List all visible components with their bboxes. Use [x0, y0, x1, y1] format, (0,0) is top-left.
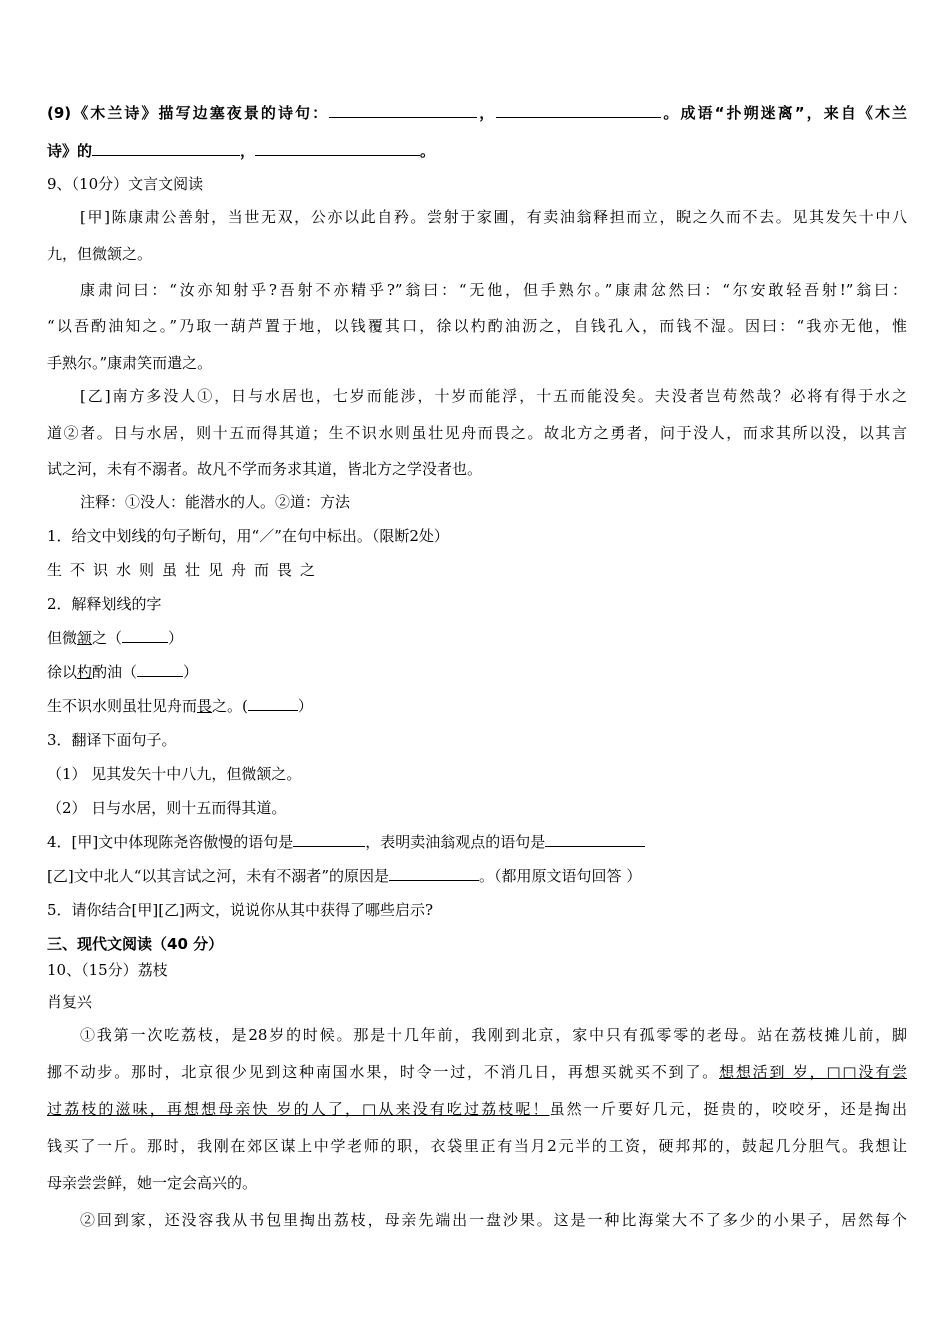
article-author: 肖复兴 — [47, 993, 93, 1011]
q10-heading: 10、（15分）荔枝 — [47, 961, 168, 979]
text: ） — [183, 663, 199, 681]
notes: 注释：①没人：能潜水的人。②道：方法 — [80, 493, 351, 511]
answer-blank[interactable] — [92, 141, 240, 156]
article-paragraph-1-line-3 — [47, 1099, 907, 1119]
separator: ， — [477, 104, 497, 122]
jia-paragraph-2-line-3: 手熟尔。”康肃笑而遣之。 — [47, 354, 213, 372]
text: 之（ — [92, 629, 123, 647]
answer-blank[interactable] — [293, 832, 365, 847]
article-paragraph-1-line-2 — [47, 1062, 907, 1082]
answer-blank[interactable] — [545, 832, 645, 847]
underlined-sentence: 想想活到 岁，□□没有尝 — [719, 1063, 907, 1081]
underlined-word: 颔 — [77, 629, 93, 647]
sub-question-2: 2．解释划线的字 — [47, 595, 162, 613]
article-paragraph-1-line-1: ①我第一次吃荔枝，是28岁的时候。那是十几年前，我刚到北京，家中只有孤零零的老母。站在荔枝摊儿前，脚 — [80, 1026, 907, 1044]
text: ，表明卖油翁观点的语句是 — [365, 833, 546, 851]
answer-blank[interactable] — [389, 866, 479, 881]
answer-blank[interactable] — [255, 141, 420, 156]
jia-paragraph-1-line-2: 九，但微颔之。 — [47, 245, 153, 263]
article-paragraph-2-line-1: ②回到家，还没容我从书包里掏出荔枝，母亲先端出一盘沙果。这是一种比海棠大不了多少的小果子，居然每个 — [80, 1211, 907, 1229]
answer-blank[interactable] — [248, 696, 298, 711]
text: ） — [168, 629, 184, 647]
sub-question-3-item-2: （2） 日与水居，则十五而得其道。 — [47, 799, 287, 817]
underlined-sentence: 过荔枝的滋味，再想想母亲快 岁的人了，□从来没有吃过荔枝呢！ — [47, 1100, 550, 1118]
text: 酌油（ — [92, 663, 138, 681]
sub-question-4-line-1 — [47, 832, 645, 852]
text: 之。( — [212, 697, 248, 715]
section-3-heading: 三、现代文阅读（40 分） — [47, 935, 224, 953]
sub-question-3-item-1: （1） 见其发矢十中八九，但微颔之。 — [47, 765, 302, 783]
text: 4．[甲]文中体现陈尧咨傲慢的语句是 — [47, 833, 294, 851]
underlined-word: 畏 — [197, 697, 213, 715]
text: [乙]文中北人“以其言试之河，未有不溺者”的原因是 — [47, 867, 390, 885]
sub-question-5: 5．请你结合[甲][乙]两文，说说你从其中获得了哪些启示? — [47, 901, 433, 919]
q9-fill-text-c: 诗》的 — [47, 142, 93, 160]
sub-question-3: 3．翻译下面句子。 — [47, 731, 177, 749]
text: 徐以 — [47, 663, 78, 681]
sub-question-1-sentence: 生不识水则虽壮见舟而畏之 — [47, 561, 324, 579]
q9-fill-line-1 — [47, 103, 907, 123]
jia-paragraph-2-line-2: “以吾酌油知之。”乃取一葫芦置于地，以钱覆其口，徐以杓酌油沥之，自钱孔入，而钱不湿。因曰：“我亦无他，惟 — [47, 317, 907, 335]
q9-fill-line-2 — [47, 141, 435, 161]
sub-question-4-line-2 — [47, 866, 641, 886]
article-paragraph-1-line-4: 钱买了一斤。那时，我刚在郊区谋上中学老师的职，衣袋里正有当月2元半的工资，硬邦邦的，鼓起几分胆气。我想让 — [47, 1137, 907, 1155]
sub-question-1: 1．给文中划线的句子断句，用“／”在句中标出。（限断2处） — [47, 527, 449, 545]
sub-question-2-item-a — [47, 628, 183, 648]
text: 但微 — [47, 629, 78, 647]
text: 挪不动步。那时，北京很少见到这种南国水果，时令一过，不消几日，再想买就买不到了。 — [47, 1063, 720, 1081]
answer-blank[interactable] — [329, 103, 477, 118]
separator: ， — [240, 142, 256, 160]
jia-paragraph-1-line-1: [甲]陈康肃公善射，当世无双，公亦以此自矜。尝射于家圃，有卖油翁释担而立，睨之久而不去。见其发矢十中八 — [80, 208, 907, 226]
article-paragraph-1-line-5: 母亲尝尝鲜，她一定会高兴的。 — [47, 1174, 258, 1192]
answer-blank[interactable] — [122, 628, 168, 643]
answer-blank[interactable] — [496, 103, 661, 118]
yi-paragraph-line-3: 试之河，未有不溺者。故凡不学而务求其道，皆北方之学没者也。 — [47, 460, 483, 478]
yi-paragraph-line-1: [乙]南方多没人①，日与水居也，七岁而能涉，十岁而能浮，十五而能没矣。夫没者岂苟然哉？必将有得于水之 — [80, 387, 907, 405]
q9-fill-text-a: (9)《木兰诗》描写边塞夜景的诗句： — [47, 104, 330, 122]
sub-question-2-item-c — [47, 696, 313, 716]
period: 。 — [420, 142, 436, 160]
text: 生不识水则虽壮见舟而 — [47, 697, 198, 715]
underlined-word: 杓 — [77, 663, 93, 681]
text: ） — [297, 697, 313, 715]
answer-blank[interactable] — [137, 662, 183, 677]
text: 虽然一斤要好几元，挺贵的，咬咬牙，还是掏出 — [549, 1100, 907, 1118]
sub-question-2-item-b — [47, 662, 198, 682]
q9-heading: 9、（10分）文言文阅读 — [47, 175, 204, 193]
text: 。（都用原文语句回答 ） — [479, 867, 642, 885]
jia-paragraph-2-line-1: 康肃问曰：“汝亦知射乎?吾射不亦精乎?”翁曰：“无他，但手熟尔。”康肃忿然曰：“尔安敢轻吾射!”翁曰： — [80, 281, 907, 299]
yi-paragraph-line-2: 道②者。日与水居，则十五而得其道；生不识水则虽壮见舟而畏之。故北方之勇者，问于没人，而求其所以没，以其言 — [47, 424, 907, 442]
q9-fill-text-b: 。成语“扑朔迷离”，来自《木兰 — [661, 104, 908, 122]
